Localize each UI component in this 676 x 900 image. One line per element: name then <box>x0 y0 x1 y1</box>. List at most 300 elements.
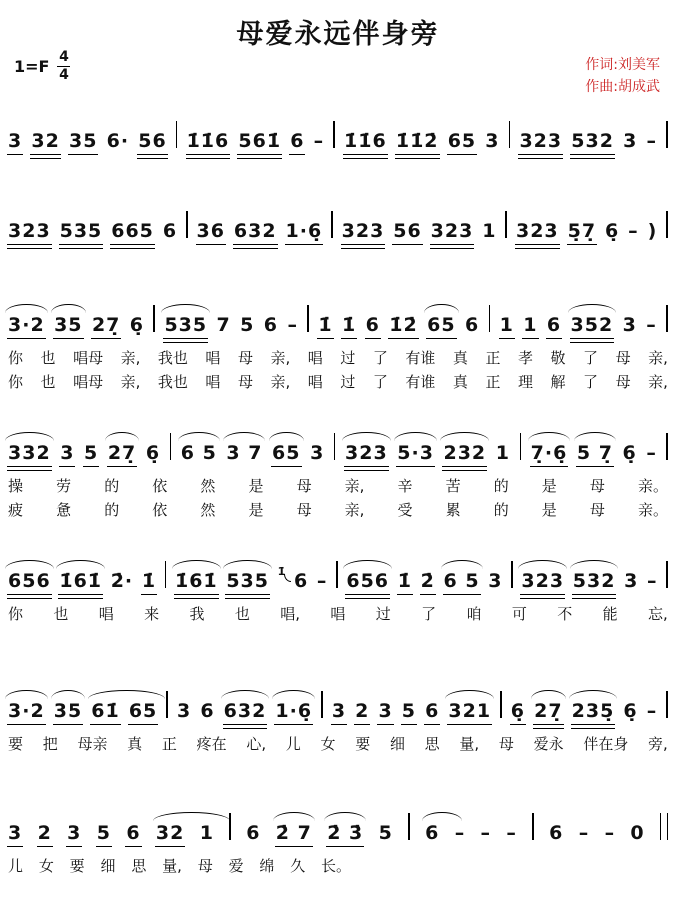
lyric-syllable: 辛 <box>397 477 413 495</box>
slur-arc <box>56 560 105 569</box>
note-group: 1̇ <box>397 570 412 593</box>
note-group: 35 <box>69 130 98 153</box>
lyric-syllable: 旁, <box>648 735 668 753</box>
note-group: 5 <box>240 314 255 337</box>
lyric-syllable: 唱 <box>307 349 323 367</box>
barline <box>505 211 507 238</box>
note-group: 632 <box>233 220 277 243</box>
barline <box>408 813 410 840</box>
lyric-syllable: 要 <box>69 857 85 875</box>
lyric-syllable: 母亲 <box>77 735 108 753</box>
slur-arc <box>569 690 618 699</box>
lyric-syllable: 是 <box>248 501 264 519</box>
lyric-syllable: 不 <box>557 605 573 623</box>
composer-credit: 作曲:胡成武 <box>585 78 660 95</box>
lyric-syllable: 是 <box>541 501 557 519</box>
lyric-syllable: 母 <box>296 477 312 495</box>
lyric-syllable: 你 <box>8 605 24 623</box>
lyric-syllable: 女 <box>320 735 336 753</box>
notes-row <box>8 544 668 592</box>
lyric-syllable: 爱 <box>228 857 244 875</box>
note-group: 235̣ <box>572 701 615 722</box>
note-group: 535 <box>59 220 103 243</box>
note-group: 6̣ <box>604 220 620 243</box>
lyric-syllable: 疼在 <box>196 735 227 753</box>
note-group: 321 <box>448 701 491 722</box>
notation-line-3 <box>8 288 668 391</box>
notes-row <box>8 104 668 152</box>
barline <box>511 561 513 588</box>
lyric-syllable: 女 <box>38 857 54 875</box>
slur-arc <box>570 560 619 569</box>
slur-arc <box>223 560 272 569</box>
lyric-syllable: 唱 <box>330 605 346 623</box>
note-group: 35 <box>54 701 82 722</box>
note-group: 6 5 <box>444 571 480 592</box>
lyric-syllable: 敬 <box>550 349 566 367</box>
lyric-syllable: 的 <box>493 501 509 519</box>
note-group: 5 <box>378 822 393 845</box>
note-group: 323 <box>515 220 559 243</box>
lyric-syllable: 依 <box>152 477 168 495</box>
lyric-syllable: 亲, <box>120 349 141 367</box>
lyric-syllable: 母 <box>498 735 514 753</box>
note-group: – <box>628 220 639 243</box>
key-label: 1=F <box>14 56 50 76</box>
notes-row <box>8 416 668 464</box>
slur-arc <box>178 432 220 441</box>
lyric-syllable: 细 <box>389 735 405 753</box>
note-group: – <box>646 700 658 723</box>
note-group: 27̣ <box>108 443 136 464</box>
credits <box>585 55 660 98</box>
lyric-syllable: 我 <box>189 605 205 623</box>
lyric-syllable: 伴在身 <box>583 735 629 753</box>
note-group: – <box>646 130 657 153</box>
note-group: – <box>604 822 616 845</box>
note-group: 3 <box>67 822 82 845</box>
slur-arc <box>424 304 458 313</box>
slur-arc <box>5 432 54 441</box>
notation-line-2 <box>8 194 668 242</box>
note-group: – <box>646 314 657 337</box>
lyric-syllable: 我也 <box>157 349 188 367</box>
lyric-syllable: 唱母 <box>73 373 104 391</box>
note-group: 323 <box>8 220 51 243</box>
note-group: 323 <box>430 220 474 243</box>
lyric-syllable: 唱 <box>98 605 114 623</box>
note-group: 656 <box>346 571 389 592</box>
slur-arc <box>422 812 462 821</box>
lyric-syllable: 过 <box>340 349 356 367</box>
barline <box>321 691 323 718</box>
lyric-syllable: 母 <box>237 349 253 367</box>
slur-arc <box>161 304 210 313</box>
slur-arc <box>51 304 85 313</box>
lyric-syllable: 也 <box>40 349 56 367</box>
note-group: 6 <box>464 314 480 337</box>
note-group: 5̣7̣ <box>567 220 597 243</box>
note-group: 323 <box>519 130 563 153</box>
note-group: 0 <box>630 822 645 845</box>
barline <box>489 305 491 332</box>
lyrics-row <box>8 501 668 519</box>
note-group: 7̣·6̣ <box>531 443 568 464</box>
note-group: 532 <box>571 130 614 153</box>
note-group: 3 <box>8 822 23 845</box>
note-group: 65 <box>427 315 455 336</box>
slur-arc <box>269 432 303 441</box>
note-group: 65 <box>128 700 158 723</box>
lyricist-credit: 作词:刘美军 <box>585 57 660 73</box>
lyric-syllable: 母 <box>197 857 213 875</box>
key-signature <box>14 50 70 83</box>
lyric-syllable: 你 <box>8 349 24 367</box>
barline <box>666 121 668 148</box>
lyrics-row <box>8 373 668 391</box>
note-group: 6 <box>126 822 141 845</box>
lyric-syllable: 的 <box>493 477 509 495</box>
lyric-syllable: 真 <box>452 373 468 391</box>
note-group: 3·2 <box>8 701 45 722</box>
note-group: 332 <box>8 443 51 464</box>
note-group: 3 <box>177 700 192 723</box>
lyric-syllable: 可 <box>511 605 527 623</box>
note-group: – <box>646 442 657 465</box>
notes-row <box>8 288 668 336</box>
lyric-syllable: 亲, <box>344 477 365 495</box>
barline <box>509 121 511 148</box>
note-group: 6 <box>246 822 261 845</box>
barline <box>176 121 178 148</box>
lyric-syllable: 过 <box>375 605 391 623</box>
barline <box>166 691 168 718</box>
lyric-syllable: 过 <box>340 373 356 391</box>
lyric-syllable: 要 <box>355 735 371 753</box>
lyrics-row <box>8 605 668 623</box>
lyric-syllable: 了 <box>372 349 388 367</box>
barline <box>520 433 522 460</box>
note-group: 3 <box>331 700 347 723</box>
lyrics-row <box>8 477 668 495</box>
note-group: 5 <box>96 822 111 845</box>
barline <box>229 813 231 840</box>
note-group: 3 <box>623 130 638 153</box>
note-group: 36 <box>196 220 225 243</box>
lyric-syllable: 正 <box>161 735 177 753</box>
lyrics-row <box>8 349 668 367</box>
lyric-syllable: 受 <box>397 501 413 519</box>
note-group: 3·2 <box>8 315 45 336</box>
notation-line-1 <box>8 104 668 152</box>
note-group: 27̣ <box>534 701 562 722</box>
barline <box>186 211 188 238</box>
note-group: 1·6̣ <box>275 701 312 722</box>
slur-arc <box>445 690 494 699</box>
barline <box>532 813 534 840</box>
lyric-syllable: 苦 <box>445 477 461 495</box>
note-group: 3 <box>488 570 503 593</box>
note-group: 6 <box>263 314 279 337</box>
note-group: 1 <box>499 314 514 337</box>
lyric-syllable: 母 <box>615 349 631 367</box>
lyric-syllable: 正 <box>485 373 501 391</box>
lyric-syllable: 母 <box>237 373 253 391</box>
lyric-syllable: 思 <box>424 735 440 753</box>
lyric-syllable: 孝 <box>517 349 533 367</box>
slur-arc <box>5 560 54 569</box>
lyric-syllable: 也 <box>234 605 250 623</box>
lyric-syllable: 劳 <box>56 477 72 495</box>
slur-arc <box>531 690 565 699</box>
note-group: 6 <box>290 130 305 153</box>
note-group: 1 <box>495 442 510 465</box>
slur-arc <box>105 432 139 441</box>
note-group: 352 <box>571 315 614 336</box>
note-group: 323 <box>341 220 385 243</box>
lyric-syllable: 儿 <box>285 735 301 753</box>
note-group: 3 7 <box>226 443 262 464</box>
note-group: 61̇ <box>91 701 119 722</box>
lyric-syllable: 是 <box>541 477 557 495</box>
barline <box>333 121 335 148</box>
lyric-syllable: 量, <box>459 735 480 753</box>
meter-denominator: 4 <box>59 67 69 84</box>
slur-arc <box>88 690 165 699</box>
note-group: 1̇1̇6 <box>344 130 387 153</box>
slur-arc <box>5 304 48 313</box>
note-group: 1 <box>523 314 538 337</box>
note-group: – <box>506 822 517 845</box>
lyric-syllable: 了 <box>372 373 388 391</box>
barline <box>336 561 338 588</box>
note-group: 3 <box>378 700 393 723</box>
lyric-syllable: 了 <box>583 373 599 391</box>
note-group: 1̇2̇ <box>389 314 418 337</box>
lyric-syllable: 惫 <box>56 501 72 519</box>
notation-line-7 <box>8 796 668 875</box>
note-group: 2̇ <box>420 570 435 593</box>
lyrics-row <box>8 735 668 753</box>
note-group: 535 <box>226 571 269 592</box>
lyric-syllable: 正 <box>485 349 501 367</box>
lyric-syllable: 母 <box>589 501 605 519</box>
slur-arc <box>528 432 571 441</box>
barline <box>170 433 172 460</box>
note-group: 561̇ <box>238 130 282 153</box>
lyric-syllable: 能 <box>602 605 618 623</box>
time-signature <box>57 50 70 83</box>
final-barline <box>660 813 668 840</box>
slur-arc <box>441 560 483 569</box>
song-title: 母爱永远伴身旁 <box>236 19 440 50</box>
lyric-syllable: 唱 <box>205 373 221 391</box>
lyric-syllable: 是 <box>248 477 264 495</box>
note-group: 35 <box>54 315 82 336</box>
lyric-syllable: 亲。 <box>637 477 668 495</box>
note-group: ) <box>647 220 658 243</box>
note-group: 6 <box>162 220 178 243</box>
note-group: 1·6̣ <box>285 220 323 243</box>
note-group: 2̇· <box>110 570 134 593</box>
note-group: 1̇1̇6 <box>186 130 230 153</box>
lyric-syllable: 真 <box>452 349 468 367</box>
lyric-syllable: 操 <box>8 477 24 495</box>
note-group: 5 <box>84 442 99 465</box>
note-group: 56 <box>393 220 422 243</box>
note-group: 2 <box>355 700 370 723</box>
lyric-syllable: 母 <box>615 373 631 391</box>
lyric-syllable: 累 <box>445 501 461 519</box>
note-group: 6̣ <box>129 314 145 337</box>
lyrics-row <box>8 857 351 875</box>
barline <box>666 691 668 718</box>
note-group: 3 <box>8 130 23 153</box>
note-group: 1̇61̇ <box>175 571 218 592</box>
note-group: 3 <box>485 130 500 153</box>
slur-arc <box>343 560 392 569</box>
lyric-syllable: 也 <box>40 373 56 391</box>
barline <box>666 211 668 238</box>
note-group: 3 <box>624 570 639 593</box>
note-group: 532 <box>573 571 616 592</box>
lyric-syllable: 量, <box>162 857 182 875</box>
lyric-syllable: 解 <box>550 373 566 391</box>
lyric-syllable: 要 <box>8 735 24 753</box>
notation-line-5 <box>8 544 668 623</box>
barline <box>666 433 668 460</box>
note-group: 656 <box>8 571 51 592</box>
lyric-syllable: 唱母 <box>73 349 104 367</box>
lyric-syllable: 唱, <box>280 605 301 623</box>
note-group: 3 <box>310 442 325 465</box>
note-group: 1̇1̇2̇ <box>395 130 439 153</box>
slur-arc <box>342 432 391 441</box>
note-group: 6 <box>549 822 564 845</box>
note-group: 232 <box>443 443 486 464</box>
lyric-syllable: 亲, <box>270 373 291 391</box>
slur-arc <box>568 304 617 313</box>
lyric-syllable: 把 <box>42 735 58 753</box>
lyric-syllable: 然 <box>200 477 216 495</box>
lyric-syllable: 爱永 <box>533 735 564 753</box>
note-group: 5·3 <box>397 443 434 464</box>
note-group: 2 <box>37 822 52 845</box>
note-group: – <box>313 130 325 153</box>
lyric-syllable: 有谁 <box>405 349 436 367</box>
lyric-syllable: 然 <box>200 501 216 519</box>
barline <box>165 561 167 588</box>
slur-arc <box>51 690 85 699</box>
lyric-syllable: 的 <box>104 501 120 519</box>
note-group: 6̣ <box>510 700 526 723</box>
note-group: 6 <box>425 823 439 844</box>
note-group: 3 <box>60 442 75 465</box>
lyric-syllable: 的 <box>104 477 120 495</box>
note-group: 323 <box>521 571 564 592</box>
lyric-syllable: 亲, <box>270 349 291 367</box>
note-group: 1̇ <box>318 314 333 337</box>
note-group: 1 <box>482 220 497 243</box>
notation-line-6 <box>8 674 668 753</box>
notation-line-4 <box>8 416 668 519</box>
slur-arc <box>223 432 265 441</box>
slur-arc <box>574 432 616 441</box>
slur-arc <box>324 812 366 821</box>
meter-numerator: 4 <box>59 49 69 65</box>
grace-note: 1̇ <box>278 566 286 578</box>
note-group: 3 <box>622 314 637 337</box>
note-group: – <box>454 822 466 845</box>
lyric-syllable: 母 <box>589 477 605 495</box>
note-group: – <box>647 570 658 593</box>
note-group: – <box>480 822 492 845</box>
note-group: 323 <box>345 443 388 464</box>
lyric-syllable: 真 <box>127 735 143 753</box>
lyric-syllable: 亲, <box>120 373 141 391</box>
barline <box>153 305 155 332</box>
grace-hook <box>284 574 291 582</box>
note-group: 6 5 <box>181 443 217 464</box>
barline <box>331 211 333 238</box>
barline <box>666 305 668 332</box>
note-group: 2̇ 7 <box>276 823 312 844</box>
note-group: 1 <box>199 822 214 845</box>
note-group: 27̣ <box>91 314 121 337</box>
barline <box>666 561 668 588</box>
slur-arc <box>440 432 489 441</box>
lyric-syllable: 也 <box>53 605 69 623</box>
note-group: 1̇61̇ <box>59 571 102 592</box>
note-group: 6̣ <box>622 442 637 465</box>
note-group: 535 <box>164 315 207 336</box>
lyric-syllable: 亲, <box>648 373 668 391</box>
slur-arc <box>221 690 270 699</box>
lyric-syllable: 有谁 <box>405 373 436 391</box>
slur-arc <box>172 560 221 569</box>
slur-arc <box>518 560 567 569</box>
notes-row <box>8 796 668 844</box>
note-group: 65 <box>447 130 477 153</box>
lyric-syllable: 亲, <box>344 501 365 519</box>
lyric-syllable: 长。 <box>321 857 352 875</box>
note-group: 6̣ <box>145 442 161 465</box>
note-group: 6 <box>546 314 562 337</box>
slur-arc <box>394 432 437 441</box>
note-group: 32 <box>156 823 184 844</box>
note-group: 6 <box>365 314 380 337</box>
lyric-syllable: 绵 <box>259 857 275 875</box>
slur-arc <box>153 812 230 821</box>
note-group: 56 <box>138 130 167 153</box>
note-group: 32 <box>31 130 60 153</box>
slur-arc <box>273 812 315 821</box>
lyric-syllable: 来 <box>144 605 160 623</box>
lyric-syllable: 忘, <box>648 605 668 623</box>
lyric-syllable: 理 <box>517 373 533 391</box>
lyric-syllable: 唱 <box>205 349 221 367</box>
slur-arc <box>272 690 315 699</box>
note-group: 6 <box>425 700 440 723</box>
note-group: – <box>316 570 328 593</box>
note-group: 5 7̣ <box>577 443 613 464</box>
lyric-syllable: 思 <box>131 857 147 875</box>
note-group: 1̇ <box>341 314 357 337</box>
lyric-syllable: 了 <box>421 605 437 623</box>
note-group: 6̣ <box>623 700 638 723</box>
notes-row <box>8 194 668 242</box>
lyric-syllable: 母 <box>296 501 312 519</box>
